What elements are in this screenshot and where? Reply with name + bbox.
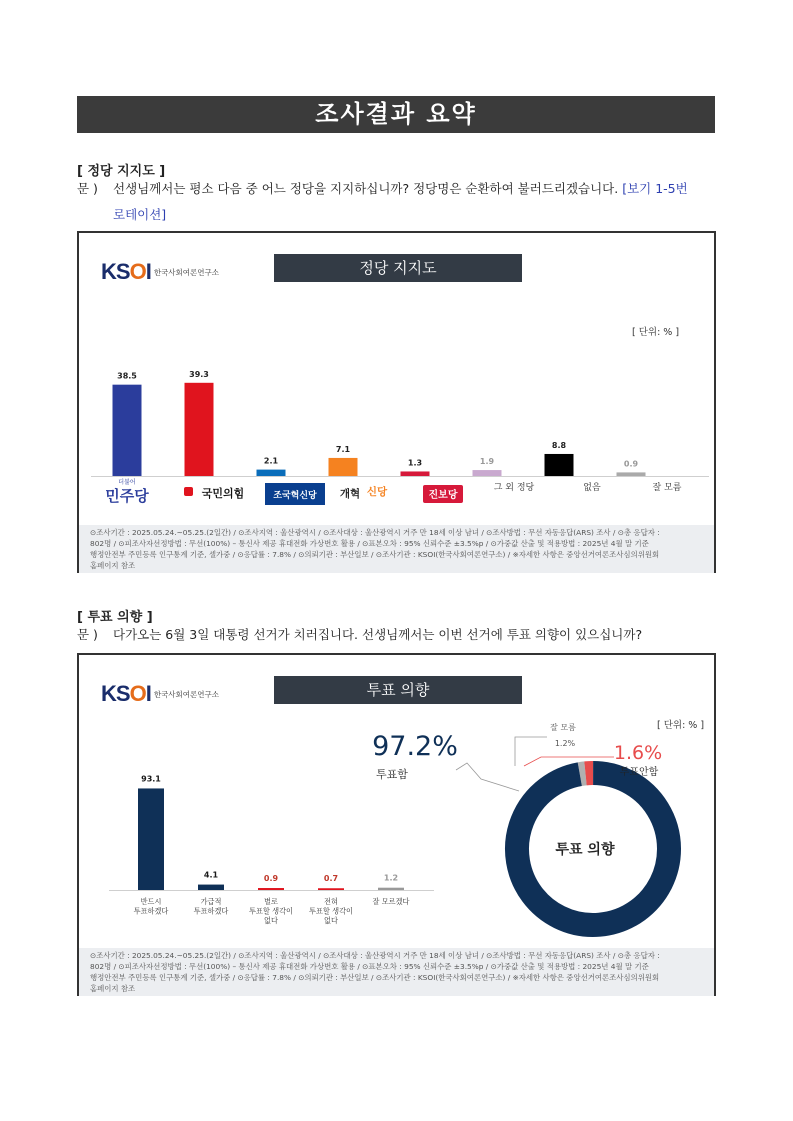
value-label: 38.5 — [117, 371, 137, 381]
question-text: 선생님께서는 평소 다음 중 어느 정당을 지지하십니까? 정당명은 순환하여 불러드리겠습니다. — [113, 181, 619, 196]
ppp-logo-icon — [184, 487, 193, 496]
value-label: 0.9 — [623, 459, 639, 469]
value-label: 1.9 — [479, 457, 495, 467]
logo-mark: KSOI — [101, 681, 151, 706]
category-label: 그 외 정당 — [493, 483, 535, 493]
category-label: 없음 — [583, 483, 601, 493]
bar — [113, 385, 142, 476]
category-label: 전혀 — [324, 897, 338, 906]
bar — [185, 383, 214, 476]
question-mark: 문 ) — [77, 181, 98, 196]
value-label: 8.8 — [551, 440, 567, 450]
survey-footer — [79, 948, 714, 996]
chart-title: 정당 지지도 — [274, 254, 522, 282]
page-title: 조사결과 요약 — [77, 96, 715, 133]
category-label: 민주당 — [105, 487, 149, 505]
logo-name: 한국사회여론연구소 — [153, 689, 220, 699]
logo-mark: KSOI — [101, 259, 151, 284]
category-label: 국민의힘 — [201, 487, 245, 500]
bar — [329, 458, 358, 476]
bar — [401, 471, 430, 476]
question-note-cont: 로테이션] — [113, 207, 167, 222]
bar — [378, 888, 404, 890]
survey-footer — [79, 525, 714, 573]
footer-line: 홈페이지 참조 — [90, 984, 136, 993]
value-label: 1.3 — [407, 458, 423, 468]
donut-center-label: 투표 의향 — [555, 842, 615, 858]
footer-line: 802명 / ⊙피조사자선정방법 : 무선(100%) – 통신사 제공 휴대전화 가상번호 활용 / ⊙표본오차 : 95% 신뢰수준 ±3.5%p / ⊙가중값 산출 및 적용방법 : 2025년 4월 말 기준 — [90, 539, 649, 548]
voting-intent-card — [77, 653, 716, 996]
section-heading-party-support: [ 정당 지지도 ] — [77, 164, 166, 179]
voting-intent-chart — [79, 655, 714, 951]
chart-title: 투표 의향 — [274, 676, 522, 704]
value-label: 7.1 — [335, 444, 351, 454]
category-label: 잘 모름 — [652, 483, 682, 493]
footer-line: ⊙조사기간 : 2025.05.24.~05.25.(2일간) / ⊙조사지역 : 울산광역시 / ⊙조사대상 : 울산광역시 거주 만 18세 이상 남녀 / ⊙조사방법 : 무선 자동응답(ARS) 조사 / ⊙총 응답자 : — [90, 951, 660, 960]
party-support-card — [77, 231, 716, 573]
category-label: 없다 — [264, 916, 278, 925]
bar — [545, 454, 574, 476]
question-text: 다가오는 6월 3일 대통령 선거가 치러집니다. 선생님께서는 이번 선거에 투표 의향이 있으십니까? — [113, 627, 643, 642]
category-label: 진보당 — [428, 490, 458, 501]
bar — [318, 888, 344, 890]
value-label: 0.9 — [263, 874, 279, 884]
question-note: [보기 1-5번 — [622, 181, 688, 196]
category-label: 별로 — [264, 897, 278, 906]
category-label: 가급적 — [200, 897, 222, 906]
callout-line — [515, 737, 547, 766]
category-label: 신당 — [366, 486, 388, 498]
party-support-chart — [79, 233, 714, 523]
footer-line: 행정안전부 주민등록 인구통계 기준, 셀가중 / ⊙응답률 : 7.8% / ⊙의뢰기관 : 부산일보 / ⊙조사기관 : KSOI(한국사회여론연구소) / ※자세한 사항은 중앙선거여론조사심의위원회 — [90, 550, 660, 559]
category-label: 반드시 — [140, 897, 162, 906]
category-label: 없다 — [324, 916, 338, 925]
footer-line: 행정안전부 주민등록 인구통계 기준, 셀가중 / ⊙응답률 : 7.8% / ⊙의뢰기관 : 부산일보 / ⊙조사기관 : KSOI(한국사회여론연구소) / ※자세한 사항은 중앙선거여론조사심의위원회 — [90, 973, 660, 982]
value-label: 39.3 — [189, 369, 209, 379]
value-label: 93.1 — [141, 774, 161, 784]
question-mark: 문 ) — [77, 627, 98, 642]
category-label: 조국혁신당 — [273, 491, 317, 501]
bar — [198, 885, 224, 890]
value-label: 0.7 — [323, 874, 339, 884]
slice-value-label: 97.2% — [372, 731, 458, 762]
category-label: 투표하겠다 — [193, 906, 229, 916]
unit-label: [ 단위: % ] — [657, 720, 705, 731]
question-party-support — [77, 179, 688, 199]
footer-line: 802명 / ⊙피조사자선정방법 : 무선(100%) – 통신사 제공 휴대전화 가상번호 활용 / ⊙표본오차 : 95% 신뢰수준 ±3.5%p / ⊙가중값 산출 및 적용방법 : 2025년 4월 말 기준 — [90, 962, 649, 971]
bar — [617, 472, 646, 476]
slice-name-label: 투표함 — [376, 768, 408, 781]
category-label: 투표할 생각이 — [249, 906, 293, 916]
bar — [473, 470, 502, 476]
footer-line: 홈페이지 참조 — [90, 561, 136, 570]
bar — [138, 788, 164, 890]
category-label: 투표할 생각이 — [309, 906, 353, 916]
category-label: 더불어 — [118, 479, 136, 486]
bar — [258, 888, 284, 890]
question-voting-intent — [77, 625, 642, 645]
category-label: 개혁 — [339, 488, 361, 500]
bar — [257, 470, 286, 476]
value-label: 2.1 — [263, 456, 279, 466]
unit-label: [ 단위: % ] — [632, 327, 680, 338]
footer-line: ⊙조사기간 : 2025.05.24.~05.25.(2일간) / ⊙조사지역 : 울산광역시 / ⊙조사대상 : 울산광역시 거주 만 18세 이상 남녀 / ⊙조사방법 : 무선 자동응답(ARS) 조사 / ⊙총 응답자 : — [90, 528, 660, 537]
slice-name-label: 잘 모름 — [550, 723, 576, 732]
slice-value-label: 1.2% — [554, 739, 576, 748]
logo-name: 한국사회여론연구소 — [153, 267, 220, 277]
section-heading-voting-intent: [ 투표 의향 ] — [77, 610, 153, 625]
donut-slice — [580, 773, 586, 774]
category-label: 투표하겠다 — [133, 906, 169, 916]
slice-value-label: 1.6% — [613, 742, 663, 764]
value-label: 1.2 — [383, 873, 399, 883]
slice-name-label: 투표안함 — [619, 767, 659, 778]
value-label: 4.1 — [203, 870, 219, 880]
category-label: 잘 모르겠다 — [372, 897, 410, 906]
callout-line — [456, 763, 519, 791]
